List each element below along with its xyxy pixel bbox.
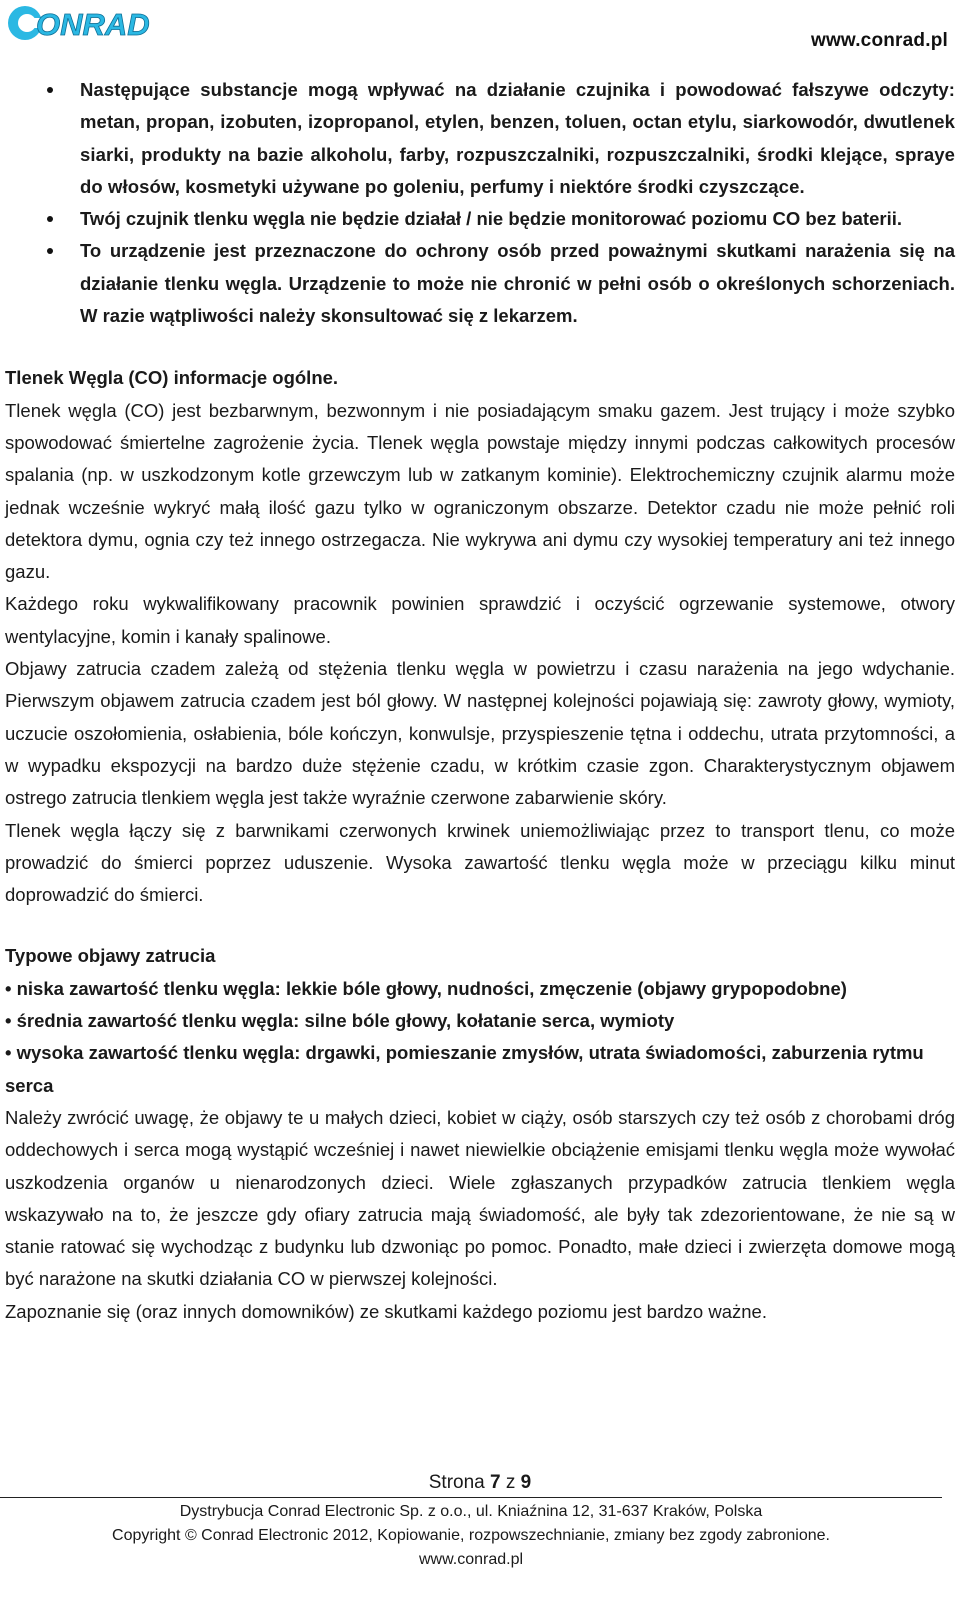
page-number [0,1468,960,1498]
paragraph: Zapoznanie się (oraz innych domowników) ze skutkami każdego poziomu jest bardzo ważne. [5,1300,767,1322]
section-heading: Typowe objawy zatrucia [5,945,216,967]
page-current: 7 [490,1472,501,1493]
paragraph: Każdego roku wykwalifikowany pracownik powinien sprawdzić i oczyścić ogrzewanie systemowe, otwory wentylacyjne, komin i kanały spalinowe. [5,593,955,647]
warning-item: Twój czujnik tlenku węgla nie będzie działał / nie będzie monitorować poziomu CO bez baterii. [5,203,955,235]
logo-wordmark: ONRAD [36,7,150,42]
page-total: 9 [520,1472,532,1493]
warning-item: Następujące substancje mogą wpływać na działanie czujnika i powodować fałszywe odczyty: metan, propan, izobuten, izopropanol, etylen, benzen, toluen, octan etylu, siarkowodór, dwutlenek siarki, produkty na bazie alkoholu, farby, rozpuszczalniki, rozpuszczalniki, środki klejące, spraye do włosów, kosmetyki używane po goleniu, perfumy i niektóre środki czyszczące. [5,74,955,203]
warning-list [5,74,955,332]
conrad-logo [6,2,166,49]
document-body [5,74,955,1328]
footer-text [0,1500,942,1572]
symptom-item: • niska zawartość tlenku węgla: lekkie bóle głowy, nudności, zmęczenie (objawy grypopodobne) [5,977,847,999]
conrad-logo-graphic [6,2,166,44]
paragraph: Objawy zatrucia czadem zależą od stężenia tlenku węgla w powietrzu i czasu narażenia na jego wdychanie. Pierwszym objawem zatrucia czadem jest ból głowy. W następnej kolejności pojawiają się: zawroty głowy, wymioty, uczucie oszołomienia, osłabienia, bóle kończyn, konwulsje, przyspieszenie tętna i oddechu, utrata przytomności, a w wypadku ekspozycji na bardzo duże stężenie czadu, w krótkim czasie zgon. Charakterystycznym objawem ostrego zatrucia tlenkiem węgla jest także wyraźnie czerwone zabarwienie skóry. [5,658,955,809]
symptom-item: • wysoka zawartość tlenku węgla: drgawki, pomieszanie zmysłów, utrata świadomości, zaburzenia rytmu serca [5,1042,924,1096]
symptom-item: • średnia zawartość tlenku węgla: silne bóle głowy, kołatanie serca, wymioty [5,1010,675,1032]
footer-divider [0,1497,942,1498]
header-url[interactable]: www.conrad.pl [810,30,948,51]
section-heading: Tlenek Węgla (CO) informacje ogólne. [5,367,339,389]
symptoms-section [5,940,955,1328]
footer-copyright: Copyright © Conrad Electronic 2012, Kopiowanie, rozpowszechnianie, zmiany bez zgody zabronione. [112,1527,830,1544]
paragraph: Tlenek węgla (CO) jest bezbarwnym, bezwonnym i nie posiadającym smaku gazem. Jest trujący i może szybko spowodować śmiertelne zagrożenie życia. Tlenek węgla powstaje między innymi podczas całkowitych procesów spalania (np. w uszkodzonym kotle grzewczym lub w zatkanym kominie). Elektrochemiczny czujnik alarmu może jednak wcześnie wykryć małą ilość gazu tylko w ograniczonym obszarze. Detektor czadu nie może pełnić roli detektora dymu, ognia czy też innego ostrzegacza. Nie wykrywa ani dymu czy wysokiej temperatury ani też innego gazu. [5,399,955,583]
page-footer [0,1468,960,1498]
page-separator: z [505,1472,516,1493]
general-info-section [5,362,955,911]
footer-url[interactable]: www.conrad.pl [418,1551,524,1568]
paragraph: Tlenek węgla łączy się z barwnikami czerwonych krwinek uniemożliwiając przez to transport tlenu, co może prowadzić do śmierci poprzez uduszenie. Wysoka zawartość tlenku węgla może w przeciągu kilku minut doprowadzić do śmierci. [5,819,955,906]
footer-distribution: Dystrybucja Conrad Electronic Sp. z o.o., ul. Kniaźnina 12, 31-637 Kraków, Polska [179,1503,763,1520]
paragraph: Należy zwrócić uwagę, że objawy te u małych dzieci, kobiet w ciąży, osób starszych czy też osób z chorobami dróg oddechowych i serca mogą wystąpić wcześniej i nawet niewielkie obciążenie emisjami tlenku węgla może wywołać uszkodzenia organów u nienarodzonych dzieci. Wiele zgłaszanych przypadków zatrucia tlenkiem węgla wskazywało na to, że jeszcze gdy ofiary zatrucia mają świadomość, ale były tak zdezorientowane, że nie są w stanie ratować się wychodząc z budynku lub dzwoniąc po pomoc. Ponadto, małe dzieci i zwierzęta domowe mogą być narażone na skutki działania CO w pierwszej kolejności. [5,1106,955,1290]
page-header [0,0,960,60]
warning-item: To urządzenie jest przeznaczone do ochrony osób przed poważnymi skutkami narażenia się na działanie tlenku węgla. Urządzenie to może nie chronić w pełni osób o określonych schorzeniach. W razie wątpliwości należy skonsultować się z lekarzem. [5,235,955,332]
page-label: Strona [428,1472,485,1493]
